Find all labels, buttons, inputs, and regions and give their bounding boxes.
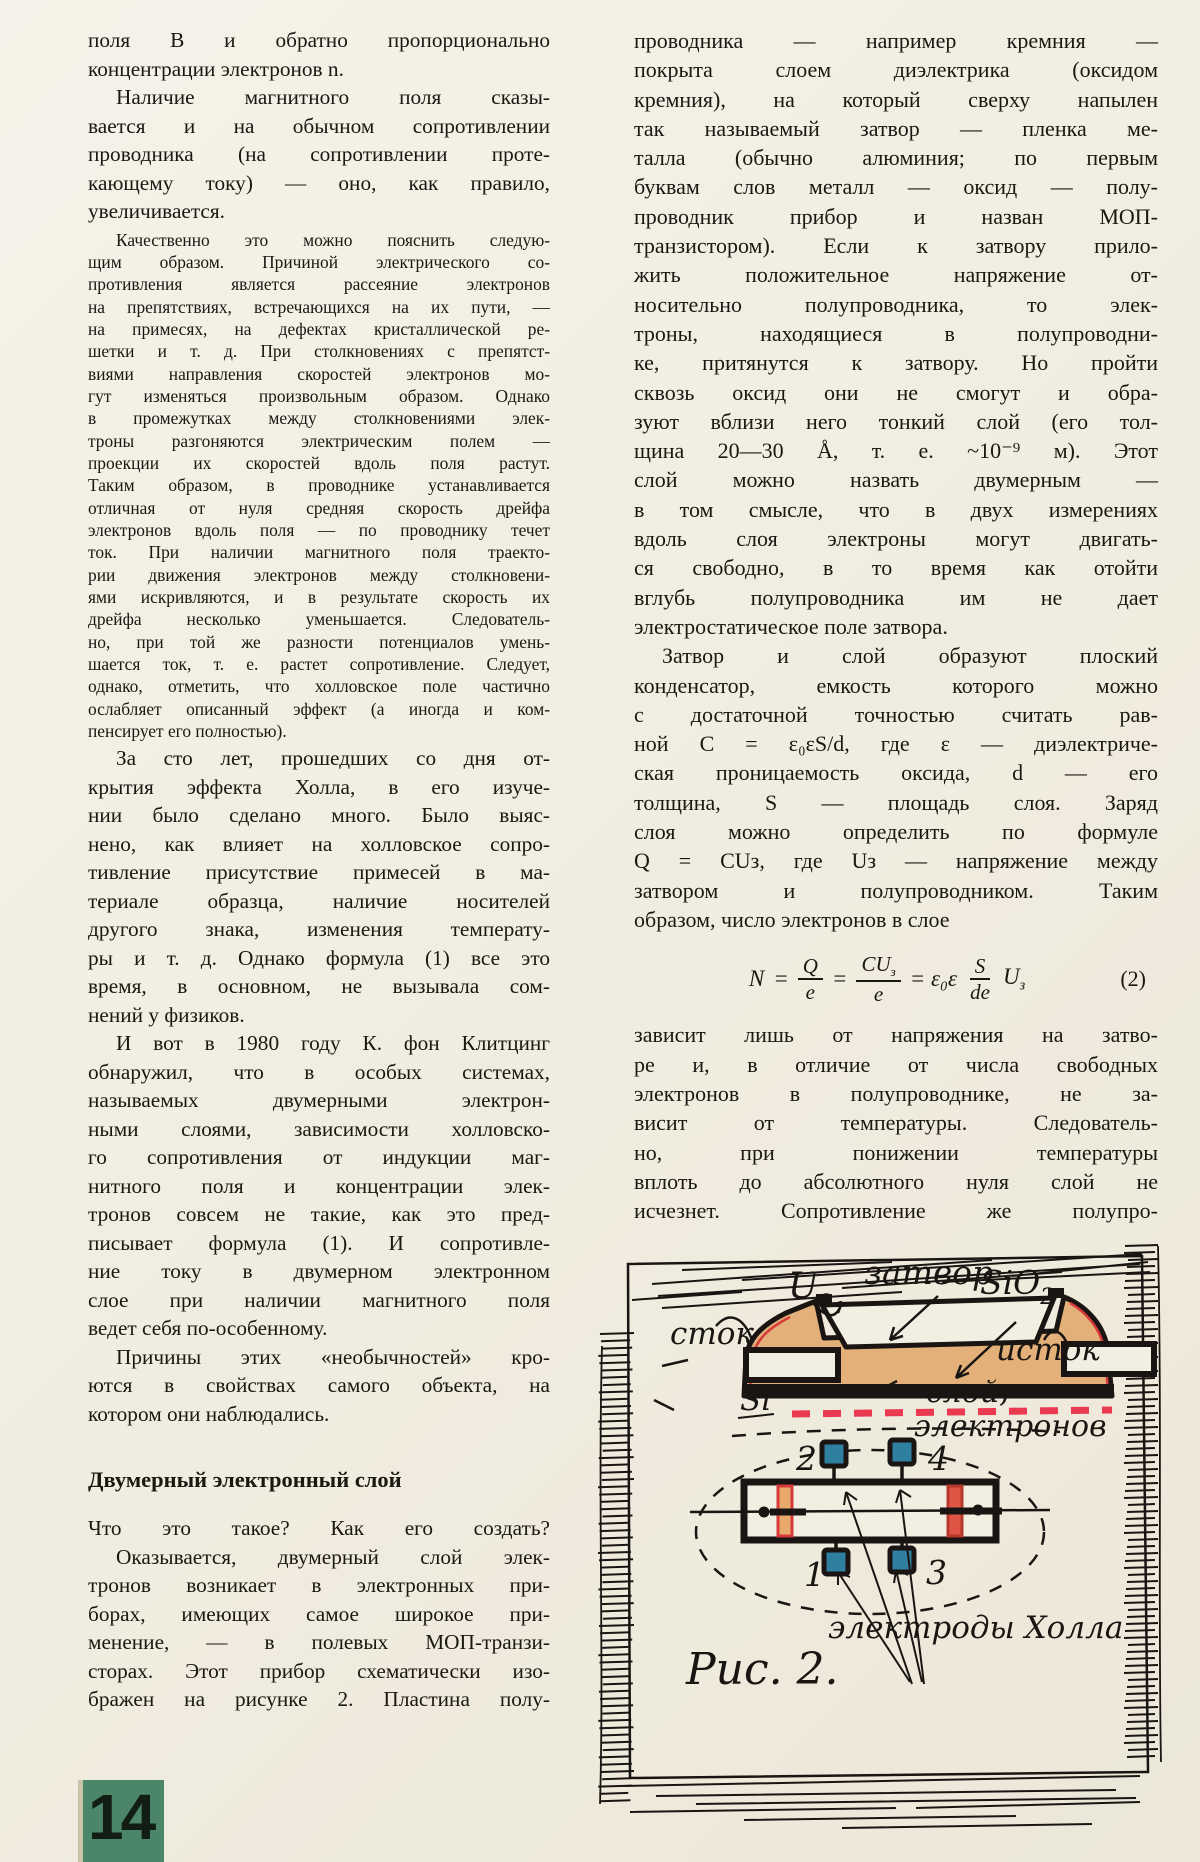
text-line: ток. При наличии магнитного поля траекто- xyxy=(88,542,550,563)
text-line: пенсирует его полностью). xyxy=(88,721,287,742)
text-line: котором они наблюдались. xyxy=(88,1401,330,1426)
page-number: 14 xyxy=(88,1781,154,1853)
text-line: менение, — в полевых МОП-транзи- xyxy=(88,1630,550,1655)
text-line: Q = CUз, где Uз — напряжение между xyxy=(634,848,1158,874)
text-line: ние току в двумерном электронном xyxy=(88,1259,550,1284)
text-line: териале образца, наличие носителей xyxy=(88,888,550,913)
text-line: проводник прибор и назван МОП- xyxy=(634,203,1158,229)
page-number-tab xyxy=(78,1780,164,1862)
u-gate-symbol: $U_з$ xyxy=(1002,964,1026,994)
formula-lhs: N xyxy=(748,966,765,992)
drain-contact xyxy=(746,1350,838,1380)
label-drain: сток xyxy=(670,1316,754,1352)
text-line: проекции их скоростей вдоль поля растут. xyxy=(88,452,550,473)
text-line: Затвор и слой образуют плоский xyxy=(662,643,1158,669)
text-line: ведет себя по-особенному. xyxy=(88,1316,328,1341)
text-line: ке, притянутся к затвору. Но пройти xyxy=(634,350,1158,376)
paragraph xyxy=(88,26,550,83)
equation-2 xyxy=(634,952,1146,1007)
paragraph xyxy=(634,1020,1158,1225)
text-line: нитного поля и концентрации элек- xyxy=(88,1173,550,1198)
text-line: исчезнет. Сопротивление же полупро- xyxy=(634,1198,1158,1224)
text-line: И вот в 1980 году К. фон Клитцинг xyxy=(116,1031,550,1056)
paragraph xyxy=(88,744,550,1029)
text-line: ся свободно, в то время как отойти xyxy=(634,555,1158,581)
text-line: электронов вдоль поля — по проводнику течет xyxy=(88,519,550,540)
sheet-edge-right xyxy=(1158,1246,1161,1762)
figure-2 xyxy=(592,1238,1166,1838)
text-line: слой можно назвать двумерным — xyxy=(634,467,1158,493)
text-line: За сто лет, прошедших со дня от- xyxy=(116,746,550,771)
text-line: вдоль слоя электроны могут двигать- xyxy=(634,526,1158,552)
equals-epsilon: = ε₀ε xyxy=(909,966,958,992)
text-line: носительно полупроводника, то элек- xyxy=(634,291,1158,317)
text-line: обнаружил, что в особых системах, xyxy=(88,1059,550,1084)
text-line: слоя можно определить по формуле xyxy=(634,819,1158,845)
label-electrode-1: 1 xyxy=(804,1555,825,1594)
current-terminal-left xyxy=(759,1507,770,1518)
text-line: Наличие магнитного поля сказы- xyxy=(116,85,550,109)
text-line: проводника (на сопротивлении проте- xyxy=(88,142,550,166)
text-line: ной C = ε₀εS/d, где ε — диэлектриче- xyxy=(634,731,1158,757)
text-line: жить положительное напряжение от- xyxy=(634,262,1158,288)
text-line: называемых двумерными электрон- xyxy=(88,1088,550,1113)
text-line: слое при наличии магнитного поля xyxy=(88,1287,550,1312)
text-line: висит от температуры. Следователь- xyxy=(634,1110,1158,1136)
text-line: конденсатор, емкость которого можно xyxy=(634,672,1158,698)
text-line: сквозь оксид они не смогут и обра- xyxy=(634,379,1158,405)
text-line: электронов в полупроводнике, не за- xyxy=(634,1081,1158,1107)
text-line: образом, число электронов в слое xyxy=(634,906,950,932)
text-line: электростатическое поле затвора. xyxy=(634,613,948,639)
text-line: ры и т. д. Однако формула (1) все это xyxy=(88,945,550,970)
text-line: поля B и обратно пропорционально xyxy=(88,28,550,52)
paragraph xyxy=(88,1543,550,1714)
text-line: нии было сделано много. Было выяс- xyxy=(88,803,550,828)
text-line: борах, имеющих самое широкое при- xyxy=(88,1601,550,1626)
text-line: Качественно это можно пояснить следую- xyxy=(116,229,550,250)
text-line: затвором и полупроводником. Таким xyxy=(634,877,1158,903)
bottom-scribble xyxy=(624,1776,1140,1828)
label-gate: затвор xyxy=(864,1253,994,1292)
text-line: Причины этих «необычностей» кро- xyxy=(116,1344,550,1369)
text-line: крытия эффекта Холла, в его изуче- xyxy=(88,774,550,799)
text-line: зуют вблизи него тонкий слой (его тол- xyxy=(634,408,1158,434)
text-line: сторах. Этот прибор схематически изо- xyxy=(88,1658,550,1683)
text-line: с достаточной точностью считать рав- xyxy=(634,701,1158,727)
text-line: Таким образом, в проводнике устанавливается xyxy=(88,475,550,496)
text-line: на примесях, на дефектах кристаллической ре- xyxy=(88,318,550,339)
text-line: рии движения электронов между столкновени- xyxy=(88,564,550,585)
equals-sign: = xyxy=(831,966,848,992)
text-line: буквам слов металл — оксид — полу- xyxy=(634,174,1158,200)
electrode-1 xyxy=(824,1550,848,1574)
text-line: бражен на рисунке 2. Пластина полу- xyxy=(88,1687,550,1712)
text-line: вается и на обычном сопротивлении xyxy=(88,113,550,138)
equals-sign: = xyxy=(773,966,789,992)
stray-dashes xyxy=(654,1360,688,1410)
label-substrate: Si xyxy=(740,1382,772,1418)
paragraph xyxy=(88,1343,550,1429)
text-line: концентрации электронов n. xyxy=(88,56,344,81)
paragraph xyxy=(88,1029,550,1343)
text-line: щина 20—30 Å, т. е. ~10⁻⁹ м). Этот xyxy=(634,438,1158,464)
right-column xyxy=(634,26,1158,1226)
paragraph xyxy=(634,26,1158,641)
electrode-4 xyxy=(890,1440,914,1464)
text-line: кающему току) — оно, как правило, xyxy=(88,170,550,195)
text-line: проводника — например кремния — xyxy=(634,28,1158,53)
text-line: щим образом. Причиной электрического со- xyxy=(88,251,550,272)
text-line: виями направления скоростей электронов мо- xyxy=(88,363,550,384)
paragraph xyxy=(634,641,1158,934)
text-line: талла (обычно алюминия; по первым xyxy=(634,145,1158,171)
paragraph xyxy=(88,83,550,226)
left-column xyxy=(88,26,550,1714)
equation-number: (2) xyxy=(1120,966,1146,992)
text-line: Оказывается, двумерный слой элек- xyxy=(116,1544,550,1569)
text-line: покрыта слоем диэлектрика (оксидом xyxy=(634,57,1158,83)
text-line: но, при понижении температуры xyxy=(634,1139,1158,1165)
text-line: ются в свойствах самого объекта, на xyxy=(88,1373,550,1398)
label-electrode-4: 4 xyxy=(928,1439,949,1478)
text-line: вплоть до абсолютного нуля слой не xyxy=(634,1168,1158,1194)
fraction-s-over-de: $\frac{S}{de}$ xyxy=(970,954,990,1005)
text-line: го сопротивления от индукции маг- xyxy=(88,1145,550,1170)
text-line: тронов совсем не такие, как это пред- xyxy=(88,1202,550,1227)
text-line: кремния), на который сверху напылен xyxy=(634,86,1158,112)
label-source: исток xyxy=(996,1332,1100,1368)
text-line: увеличивается. xyxy=(88,199,225,223)
text-line: ослабляет описанный эффект (а иногда и ком- xyxy=(88,698,550,719)
text-line: Двумерный электронный слой xyxy=(88,1467,402,1493)
sheet-edge-left xyxy=(600,1346,602,1804)
text-line: тивление присутствие примесей в ма- xyxy=(88,860,550,885)
text-line: ская проницаемость оксида, d — его xyxy=(634,760,1158,786)
text-line: зависит лишь от напряжения на затво- xyxy=(634,1022,1158,1048)
label-electron-layer-1: слой, xyxy=(926,1375,1009,1410)
text-line: ре и, в отличие от числа свободных xyxy=(634,1051,1158,1077)
text-line: но, при той же разности потенциалов умень- xyxy=(88,631,550,652)
label-electrode-3: 3 xyxy=(926,1553,947,1592)
text-line: транзистором). Если к затвору прило- xyxy=(634,233,1158,259)
text-line: время, в основном, не вызывала сом- xyxy=(88,974,550,999)
text-line: отличная от нуля средняя скорость дрейфа xyxy=(88,497,550,518)
label-gate-voltage: $U_з$ xyxy=(788,1266,832,1312)
text-line: нено, как влияет на холловское сопро- xyxy=(88,831,550,856)
right-column-top xyxy=(634,26,1158,934)
paragraph xyxy=(88,229,550,743)
text-line: другого знака, изменения температу- xyxy=(88,917,550,942)
text-line: гут изменяться произвольным образом. Однако xyxy=(88,385,550,406)
text-line: в промежутках между столкновениями элек- xyxy=(88,408,550,429)
text-line: писывает формула (1). И сопротивле- xyxy=(88,1230,550,1255)
text-line: троны разгоняются электрическим полем — xyxy=(88,430,550,451)
text-line: шается ток, т. е. растет сопротивление. Следует, xyxy=(88,654,550,675)
text-line: ями искривляются, и в результате скорость их xyxy=(88,587,550,607)
text-line: шетки и т. д. При столкновениях с препятст- xyxy=(88,341,550,362)
text-line: толщина, S — площадь слоя. Заряд xyxy=(634,789,1158,815)
text-line: в том смысле, что в двух измерениях xyxy=(634,496,1158,522)
text-line: противления является рассеяние электронов xyxy=(88,274,550,295)
text-line: ными слоями, зависимости холловско- xyxy=(88,1116,550,1141)
hatch-right xyxy=(1124,1245,1158,1757)
label-oxide: SiO$_2$ xyxy=(980,1263,1055,1310)
text-line: вглубь полупроводника им не дает xyxy=(634,584,1158,610)
text-line: нений у физиков. xyxy=(88,1002,245,1027)
text-line: на препятствиях, встречающихся на их пути, — xyxy=(88,296,550,317)
electrode-2 xyxy=(822,1442,846,1466)
label-electrode-2: 2 xyxy=(796,1439,817,1478)
fraction-q-over-e: $\frac{Q}{e}$ xyxy=(798,954,823,1004)
text-line: Что это такое? Как его создать? xyxy=(88,1516,550,1541)
fraction-cu-over-e: $\frac{CU_з}{e}$ xyxy=(856,952,900,1006)
section-heading xyxy=(88,1466,550,1494)
right-column-bottom xyxy=(634,1020,1158,1225)
text-line: троны, находящиеся в полупроводни- xyxy=(634,320,1158,346)
text-line: так называемый затвор — пленка ме- xyxy=(634,115,1158,141)
label-hall-electrodes: электроды Холла xyxy=(828,1610,1124,1646)
text-line: дрейфа несколько уменьшается. Следователь- xyxy=(88,609,550,630)
label-electron-layer-2: электронов xyxy=(914,1409,1107,1444)
text-line: тронов возникает в электронных при- xyxy=(88,1573,550,1598)
figure-caption: Рис. 2. xyxy=(686,1644,839,1695)
paragraph xyxy=(88,1514,550,1543)
text-line: однако, отметить, что холловское поле частично xyxy=(88,676,550,697)
